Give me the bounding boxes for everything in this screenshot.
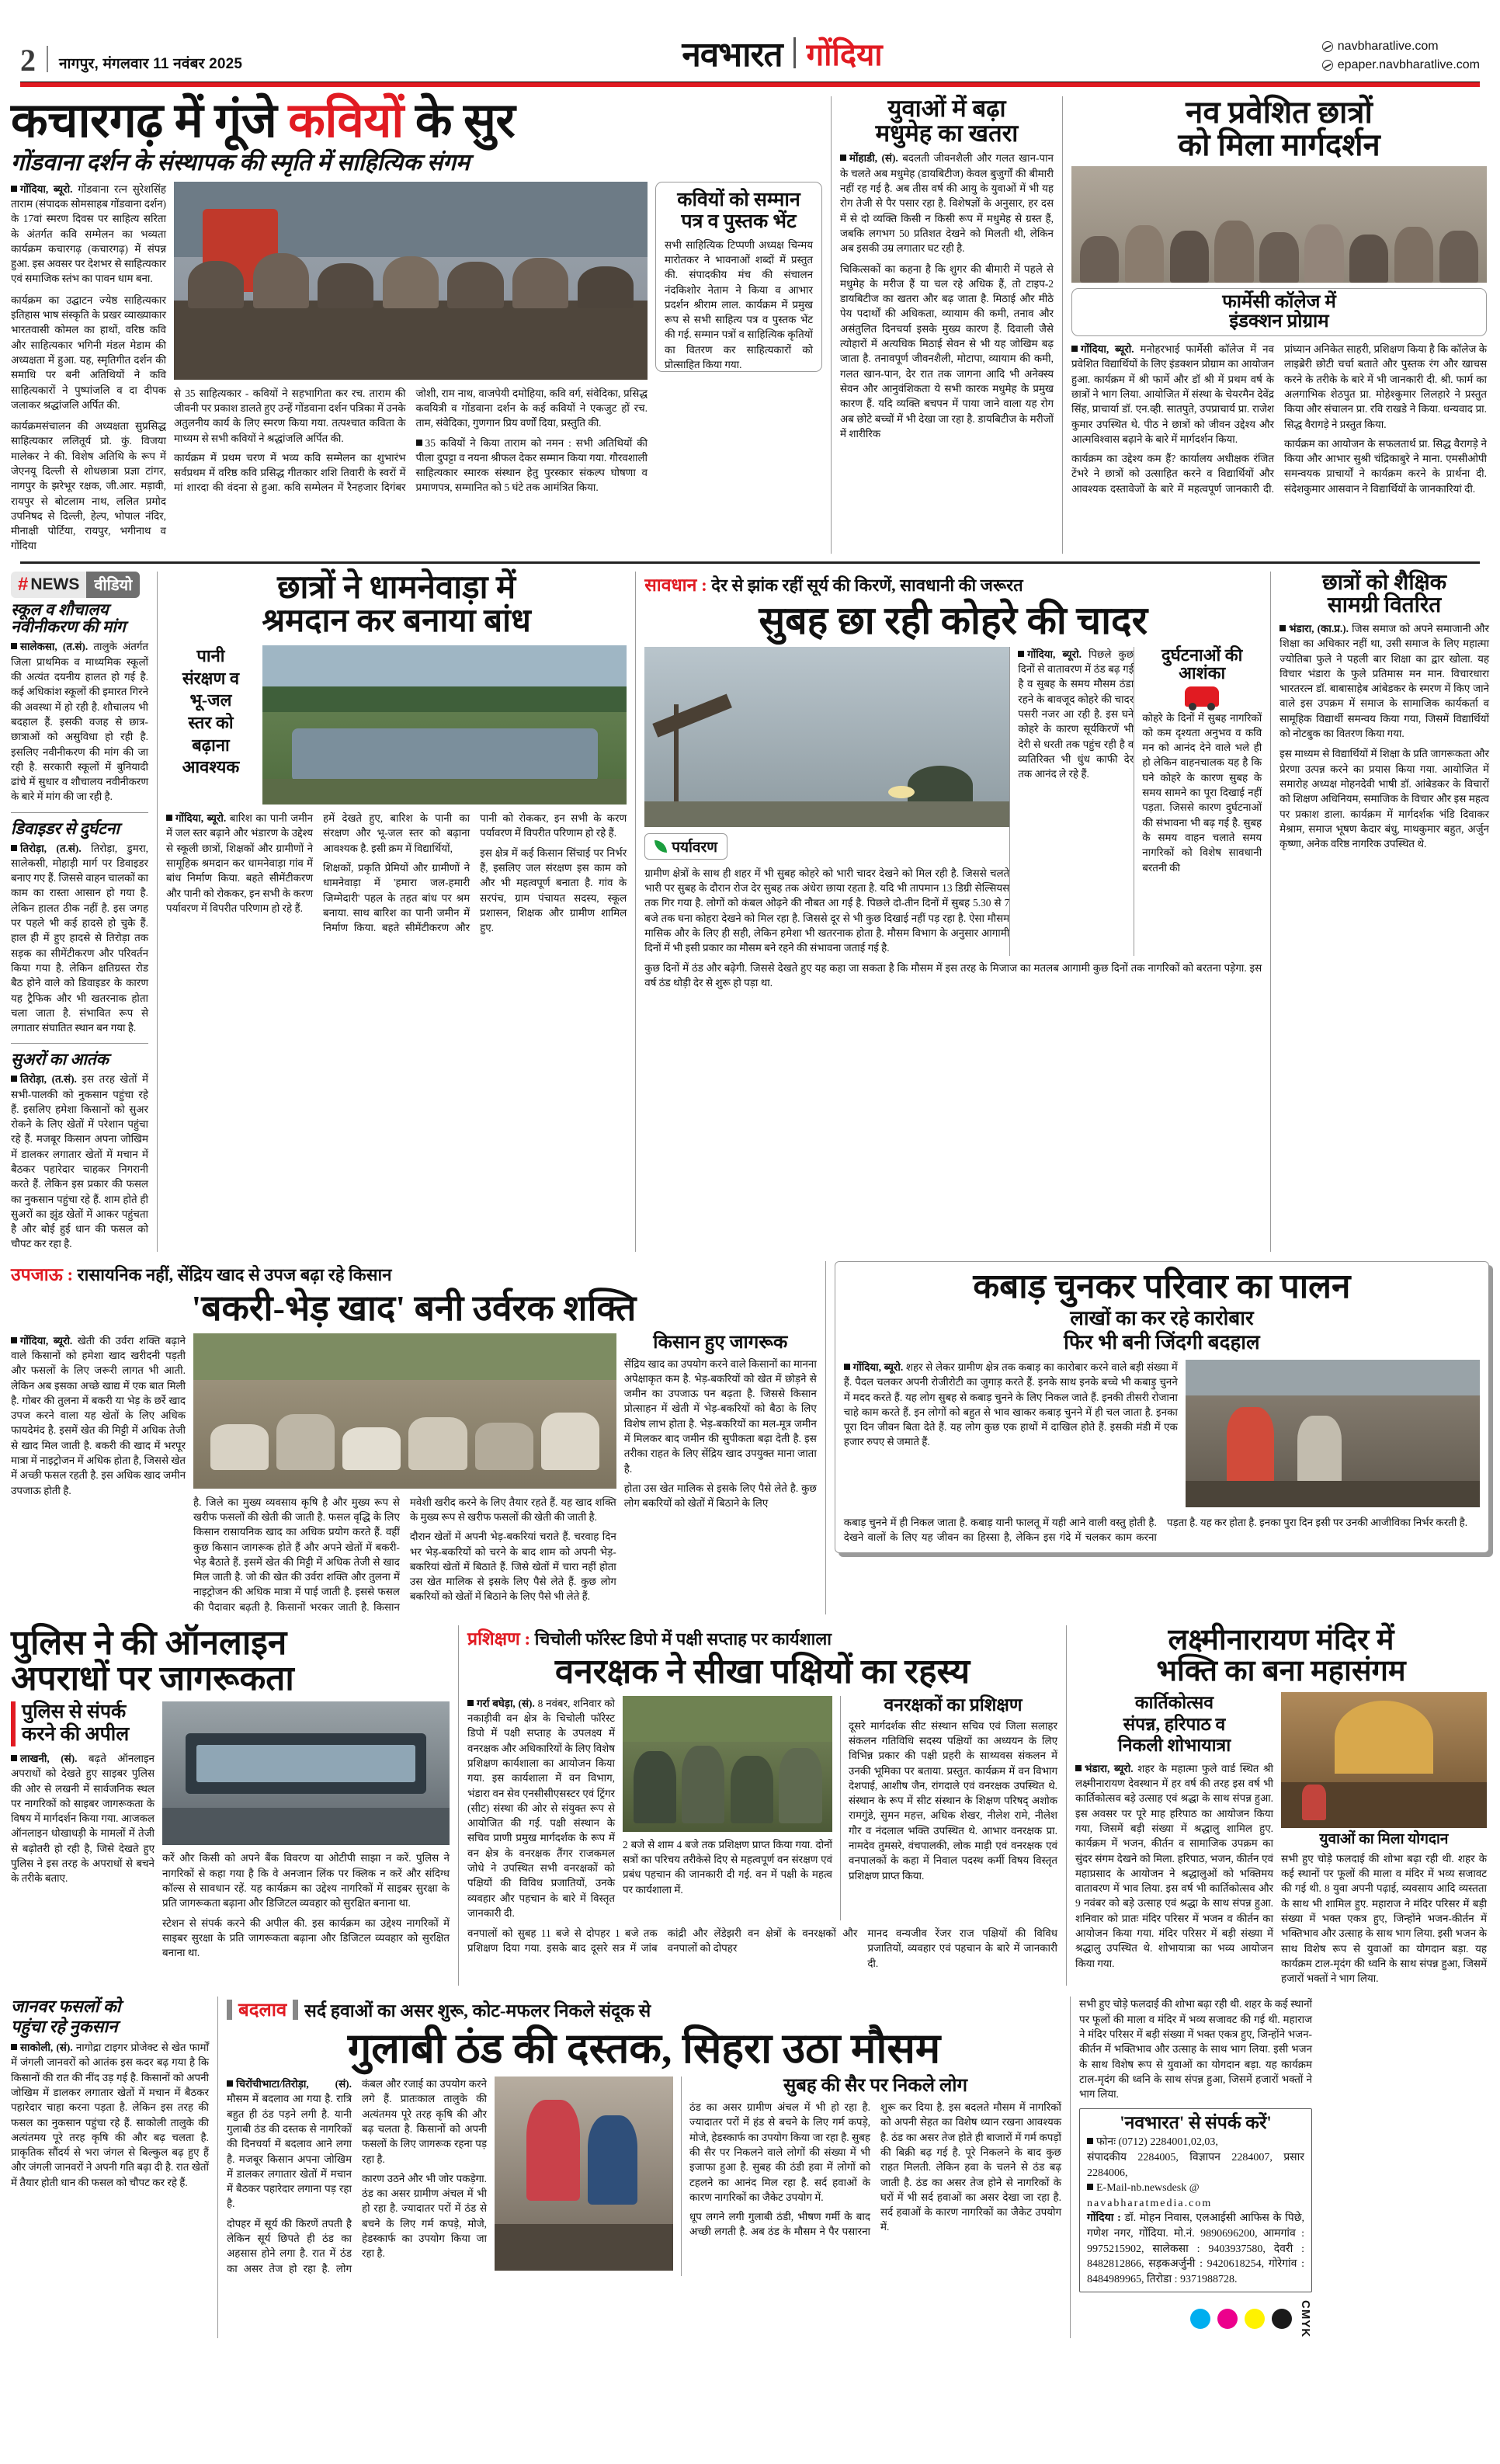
- kicker-bar-right: [293, 2000, 298, 2020]
- edu-para-1: जिस समाज को अपने समाजानी और शिक्षा का अधिकार नहीं था, उसी समाज के लिए महात्मा ज्योतिबा फुले ने पहली बार शिक्षा का द्वार खोला. यह विचार भंडारा के फुले प्रतिमास मन मान. विचारधारा भारतरत्न डॉ. बाबासाहेब आंबेडकर के स्मरण में किए जाने वाले इस उपक्रम में समाज के सामाजिक कार्यकर्ता व सामूहिक विद्यार्थी समन्वय किया गया, जिसमें विद्यार्थियों को नोटबुक का वितरण किया गया.: [1280, 623, 1489, 740]
- bird-story: [467, 1625, 1057, 1986]
- contact-email-2[interactable]: navabharatmedia.com: [1087, 2197, 1213, 2209]
- lead-subhead: गोंडवाना दर्शन के संस्थापक की स्मृति में साहित्यिक संगम: [11, 150, 470, 176]
- police-headline-1: पुलिस ने की ऑनलाइन: [11, 1623, 287, 1662]
- fifth-band: [11, 1997, 1489, 2337]
- cold-para-1: मौसम में बदलाव आ गया है. रात्रि बहुत ही ठंड पड़ने लगी है. यानी गुलाबी ठंड की दस्तक से नागरिकों की दिनचर्या में बदलाव आने लगा है. मजबूर किसान अपना जोखिम में डालकर लगातार खेतों में मचान में बैठकर पहारेदार लगाना पड़ रहा है.: [227, 2093, 352, 2210]
- hash-icon: #: [18, 573, 29, 595]
- left-brief-title: जानवर फसलों को पहुंचा रहे नुकसान: [11, 1997, 121, 2036]
- lead-dateline: गोंदिया, ब्यूरो.: [20, 182, 73, 195]
- contact-email-1[interactable]: E-Mail-nb.newsdesk @: [1096, 2182, 1200, 2195]
- fertile-sub-title: किसान हुए जागरूक: [653, 1332, 788, 1353]
- leaf-icon: [655, 840, 667, 853]
- masthead-brand: [682, 30, 882, 76]
- globe-icon: [1322, 41, 1333, 52]
- lead-para-2: कार्यक्रम का उद्घाटन ज्येष्ठ साहित्यकार इतिहास भाष संस्कृति के प्रखर व्याख्याकार भारतवासी कोमल का हाथों, वरिष्ठ कवि और साहित्यकार भगिनी मंडल मेडाम की अध्यक्षता में हुआ. यह, स्मृतिगीत दर्शन की समाधि पर बनी अतिथियों ने कवि साहित्यकारों ने पुष्पांजलि व दा दीपक जलाकर श्रद्धांजलि अर्पित की.: [11, 294, 166, 411]
- page-number: 2: [20, 43, 36, 78]
- video-badge-label: वीडियो: [86, 572, 140, 598]
- lead-col1: [11, 182, 166, 554]
- dam-para-2: हमें देखते हुए, बारिश के पानी का संरक्षण और भू-जल स्तर को बढ़ाना आवश्यक है. इसी क्रम में विद्यार्थियों,: [323, 812, 470, 854]
- cold-sub-title: सुबह की सैर पर निकले लोग: [783, 2076, 968, 2097]
- bullet-icon: [11, 1076, 17, 1082]
- lead-headline-part1: कचारगढ़ में गूंजे: [11, 95, 277, 148]
- fertile-story: [11, 1261, 817, 1614]
- dam-headline-2: श्रमदान कर बनाया बांध: [262, 603, 531, 640]
- lead-para-5: कार्यक्रम में प्रथम चरण में भव्य कवि सम्मेलन का शुभारंभ सर्वप्रथम में वरिष्ठ कवि प्रसिद्ध गीतकार शशि तिवारी के स्वरों में मां शारदा की वंदना से हुआ. कवि सम्मेलन में रैनहजार दिगंबर जोशी, राम नाथ, वाजपेयी दमोहिया, कवि वर्ग, संवेदिका, प्रसिद्ध कवयित्री व गोंडवाना दर्शन के कई कवियों ने एकजुट हों रच. ताम, संवेदिका, गुणगान प्रिय वर्णों दिया, प्रस्तुति की.: [174, 387, 648, 494]
- diabetes-story: [840, 96, 1054, 554]
- temple-para-1: शहर के महात्मा फुले वार्ड स्थित श्री लक्ष्मीनारायण देवस्थान में हर वर्ष की तरह इस वर्ष भी कार्तिकोत्सव बड़े उत्साह एवं श्रद्धा के साथ संपन्न हुआ. इस अवसर पर पूरे माह हरिपाठ का आयोजन किया गया, जिसमें बड़ी संख्या में श्रद्धालु शामिल हुए. कार्यक्रम में भजन, कीर्तन व सामाजिक उपक्रम का सुंदर संगम देखने को मिला. हरिपाठ, भजन, कीर्तन एवं महाप्रसाद के आयोजन ने श्रद्धालुओं को भक्तिमय वातावरण में भाव लिया. इस वर्ष भी कार्तिकोत्सव और 9 नवंबर को बड़े उत्साह एवं श्रद्धा के साथ संपन्न हुआ. शनिवार को प्रातः मंदिर परिसर में भजन व कीर्तन का आयोजन किया गया. मंदिर परिसर में बड़ी संख्या में श्रद्धालु उपस्थित थे. शोभायात्रा का भव्य आयोजन किया गया.: [1075, 1762, 1273, 1969]
- scrap-photo: [1186, 1360, 1480, 1507]
- bullet-icon: [840, 155, 846, 161]
- police-dateline: लाखनी, (सं).: [20, 1752, 78, 1764]
- accident-risk-title: दुर्घटनाओं की आशंका: [1161, 645, 1243, 683]
- bullet-icon: [416, 440, 422, 446]
- masthead-links: [1322, 37, 1480, 75]
- fertile-para-4: होता उस खेत मालिक से इसके लिए पैसे लेते है. कुछ लोग बकरियों को खेतों में बिठाने के लिए: [623, 1482, 817, 1510]
- police-sidebar: [11, 1701, 155, 1960]
- bullet-icon: [11, 1337, 17, 1343]
- bird-col1: [467, 1696, 615, 1920]
- bullet-icon: [1071, 346, 1078, 352]
- pharmacy-subtitle-2: इंडक्शन प्रोग्राम: [1229, 311, 1329, 332]
- contact-phone: फोनः (0712) 2284001,02,03,: [1096, 2136, 1218, 2149]
- school-para-1: तालुके अंतर्गत जिला प्राथमिक व माध्यमिक स्कूलों की अत्यंत दयनीय हालत हो गई है. कई अधिकांश स्कूलों की इमारत गिरने की अवस्था में हो रही है. शौचालय भी बदहाल हैं. इसकी वजह से छात्र-छात्राओं को असुविधा हो रही है. इसलिए नवीनीकरण की मांग की जा रही है. सरकारी स्कूलों में बुनियादी ढांचे में सुधार व शौचालय नवीनीकरण के बारे में मांग की जा रही है.: [11, 641, 149, 803]
- news-video-badge[interactable]: [11, 572, 140, 598]
- lead-photo-wrap: [166, 182, 655, 554]
- bird-para-2: 2 बजे से शाम 4 बजे तक प्रशिक्षण प्राप्त किया गया. दोनों सत्रों का परिचय तरीकेसे दिए से महत्वपूर्ण वन संरक्षण एवं प्रबंध पहचान की जानकारी दी गई. वन में पक्षी के महत्व पर कार्यशाला में.: [623, 1838, 832, 1896]
- top-band: [11, 96, 1489, 554]
- lead-para-6: 35 कवियों ने किया ताराम को नमन : सभी अतिथियों की पीला दुपट्टा व नयना श्रीफल देकर सम्मान किया गया. गौरवशाली साहित्यकार स्मारक संस्थान हेतु पुरस्कार संकल्प घोषणा व प्रमाणपत्र, सम्मानित को 5 घंटे तक आमंत्रित किया.: [415, 436, 648, 494]
- lead-para-3: कार्यक्रमसंचालन की अध्यक्षता सुप्रसिद्ध साहित्यकार ललितूर्य प्रो. कुं. विजया मालेकर ने की. विशेष अतिथि के रूप में जेएनयू दिल्ली से शोधछात्रा प्रज्ञा टांगर, नागपुर के झरेभूर रक्षक, जी.आर. मड़ावी, रायपुर से बोटलाम नाथ, ललित प्रमोद उपनिषद से दिल्ली, हेल्प, भोपाल नंदिर, मीनाक्षी पोर्टिया, रायपुर, भगीनाथ व गोंदिया: [11, 420, 166, 552]
- school-title-2: नवीनीकरण की मांग: [11, 617, 126, 636]
- fertile-kicker-rest: रासायनिक नहीं, सेंद्रिय खाद से उपज बढ़ा रहे किसान: [77, 1264, 392, 1284]
- scrap-para-2: कबाड़ चुनने में ही निकल जाता है. कबाड़ यानी फालतू में यही आने वाली वस्तु होती है. देखने वालों के लिए यह जीवन का हिस्सा है, लेकिन इस गंदे में चलकर काम करना पड़ता है. यह कर होता है. इनका पुरा दिन इसी पर उनकी आजीविका निर्भर करती है.: [843, 1516, 1468, 1544]
- diabetes-dateline: मोंहाडी, (सं).: [849, 152, 898, 165]
- environment-badge: [644, 833, 727, 860]
- police-sub-1: पुलिस से संपर्क: [11, 1701, 155, 1724]
- fog-para-1: पिछले कुछ दिनों से वातावरण में ठंड बढ़ गई है व सुबह के समय मौसम ठंडा रहने के बावजूद कोहरे की चादर पसरी नजर आ रही है. इस घने कोहरे के कारण सूर्यकिरणें भी देरी से धरती तक पहुंच रही है व व्यतिरिक्त भी धुंध काफी देर तक आनंद ले रहे हैं.: [1018, 648, 1134, 780]
- fertile-kicker-line: [11, 1261, 817, 1286]
- edu-material-story: [1280, 572, 1489, 1252]
- brand-divider: [793, 37, 796, 68]
- scrap-text-col: [844, 1360, 1178, 1510]
- police-para-3: स्टेशन से संपर्क करने की अपील की. इस कार्यक्रम का उद्देश्य नागरिकों में साइबर सुरक्षा के प्रति जागरूकता बढ़ाना और डिजिटल व्यवहार को सुरक्षित बनाना था.: [162, 1917, 450, 1959]
- black-dot: [1272, 2309, 1292, 2329]
- masthead-red-rule: [20, 82, 1480, 87]
- bird-sub-body: दूसरे मार्गदर्शक सीट संस्थान सचिव एवं जिला सलाहर संकलन गतिविधि सदस्य पक्षियों का अध्ययन के लिए विभिन्न प्रकार की पक्षी प्रहरी के साथ्यवस संकलन में उनकी भूमिका पर बताया. प्रस्तुत. कार्यक्रम में वन विभाग देशपाई, आशीष जैन, रांगदाले एवं वनरक्षक उपस्थित थे. संस्थान के रूप में सीट संस्थान के शिक्षण परिषद् अशोक रामगुंडे, सुमन महत्त, अधिक शेखर, नीलेश रामे, नीलेश गौर व नंदलाल भक्ति उपस्थित थे. आभार वनरक्षक प्रा. नामदेव तुमसरे, वंचपालकी, लोक माड़ी एवं वनरक्षक एवं वनपालकों के कहा में निवाल पदस्थ कर्मी विषय विस्तृत प्रशिक्षण प्राप्त किया.: [849, 1719, 1057, 1882]
- date-line: नागपुर, मंगलवार 11 नवंबर 2025: [59, 56, 243, 72]
- scrap-photo-caption: [1186, 1507, 1480, 1510]
- lead-box-body: सभी साहित्यिक टिप्पणी अध्यक्ष चिन्मय मारोतकर ने भावनाओं शब्दों में प्रस्तुत की. संपादकीय मंच की संचालन नंदकिशोर नेताम ने किया व आभार प्रदर्शन श्रीराम लाल. कार्यक्रम में प्रमुख रूप से सभी साहित्य पत्र व पुस्तक भेंट की गई. सम्मान पत्रों व साहित्यिक कृतियों का वितरण कर साहित्यकारों को प्रोत्साहित किया गया.: [665, 238, 813, 371]
- fog-photo: [644, 647, 1009, 827]
- cold-dateline: चिरोंचीभाटा/तिरोड़ा, (सं).: [236, 2078, 352, 2090]
- third-band: [11, 1261, 1489, 1614]
- cmyk-label: CMYK: [1299, 2300, 1312, 2338]
- temple-headline-1: लक्ष्मीनारायण मंदिर में: [1168, 1623, 1394, 1656]
- lead-headline-highlight: कवियों: [288, 95, 404, 148]
- diabetes-para-1: बदलती जीवनशैली और गलत खान-पान के चलते अब मधुमेह (डायबिटीज) केवल बुजुर्गों की बीमारी नहीं रह गई है. अब तीस वर्ष की आयु के युवाओं में भी यह रोग तेजी से पैर पसार रहा है. विशेषज्ञों के अनुसार, हर दस में से दो व्यक्ति किसी न किसी रूप में मधुमेह से ग्रस्त हैं, जबकि लगभग 50 प्रतिशत देखने को मिलती थी, लेकिन अब इसकी उम्र लगातार घट रही है.: [840, 152, 1054, 255]
- contact-dept-numbers: संपादकीय 2284005, विज्ञापन 2284007, प्रसार 2284006,: [1087, 2152, 1304, 2179]
- fertile-photo-wrap: [186, 1333, 624, 1614]
- police-sub-2: करने की अपील: [11, 1724, 155, 1746]
- bullet-icon: [467, 1700, 474, 1706]
- police-photo: [162, 1701, 450, 1845]
- temple-sub-3: निकली शोभायात्रा: [1117, 1736, 1231, 1756]
- diabetes-headline-1: युवाओं में बढ़ा: [887, 95, 1006, 122]
- lead-story: [11, 96, 822, 554]
- lead-sidebar-box: [655, 182, 822, 554]
- temple-story: [1075, 1625, 1487, 1986]
- newadm-headline-1: नव प्रवेशित छात्रों: [1186, 95, 1373, 130]
- newadm-para-3: कार्यक्रम का आयोजन के सफलतार्थ प्रा. सिद्ध वैरागड़े ने किया और आभार सुश्री चंद्रिकाबुरे ने माना. एमसीओपी समन्वयक प्राचार्यों ने कार्यक्रम करने के प्रार्थना दी. संदेशकुमार आसवान ने विद्यार्थियों के जानकारियां दी.: [1284, 437, 1487, 495]
- bird-kicker-rest: चिचोली फॉरेस्ट डिपो में पक्षी सप्ताह पर कार्यशाला: [534, 1628, 832, 1649]
- temple-sub-1: कार्तिकोत्सव: [1134, 1693, 1214, 1713]
- bullet-icon: [844, 1364, 850, 1370]
- temple-headline-2: भक्ति का बना महासंगम: [1156, 1654, 1406, 1687]
- bird-photo: [623, 1696, 832, 1832]
- school-briefs-column: [11, 572, 148, 1252]
- diabetes-para-2: चिकित्सकों का कहना है कि शुगर की बीमारी में पहले से मधुमेह के मरीज हैं या चल रहे अधिक हैं, तो टाइप-2 डायबिटीज का खतरा और बढ़ जाता है. मिठाई और मीठे पेय पदार्थों की अधिकता, व्यायाम की कमी, तनाव और असंतुलित दिनचर्या इसके मुख्य कारण हैं. दिवाली जैसे त्योहारों में अत्यधिक मिठाई सेवन से भी यह जोखिम बढ़ जाता है. तनावपूर्ण जीवनशैली, मोटापा, व्यायाम की कमी, गलत खान-पान, देर रात तक जागना आदि भी अनेक्स्य सेवन और आनुवंशिकता ये सभी कारक मधुमेह के प्रमुख कारण हैं. यदि व्यक्ति बचपन में पाया जाने वाला यह रोग अब छोटे बच्चों में भी देखा जा रहा है. डायबिटीज के मरीजों में शारीरिक: [840, 262, 1054, 440]
- scrap-sub-2: फिर भी बनी जिंदगी बदहाल: [1064, 1330, 1260, 1354]
- lead-headline: [11, 96, 822, 146]
- lead-para-1: गोंडवाना रत्न सुरेशसिंह ताराम (संपादक सोमसाहब गोंडवाना दर्शन) के 17वां स्मरण दिवस पर साहित्य सरिता के अंतर्गत कवि सम्मेलन का भव्यता कार्यक्रम कचारगढ़ (कचारगढ़) में संपन्न हुआ. इस अवसर पर देशभर से साहित्यकार एवं समाजिक स्तंभ का पावन धाम बना.: [11, 182, 166, 285]
- scrap-headline: कबाड़ चुनकर परिवार का पालन: [973, 1267, 1351, 1305]
- lead-para-4: से 35 साहित्यकार - कवियों ने सहभागिता कर रच. ताराम की जीवनी पर प्रकाश डालते हुए उन्हें गोंडवाना दर्शन पत्रिका में उनके अतुलनीय कार्य के लिए स्मरण किया गया. तत्पश्चात कविता के माध्यम से सभी कवियों ने श्रद्धांजलि अर्पित की.: [174, 387, 406, 444]
- police-para-1: बढ़ते ऑनलाइन अपराधों को देखते हुए साइबर पुलिस की ओर से लखनी में सार्वजनिक स्थल पर नागरिकों को साइबर जागरूकता के विषय में मार्गदर्शन किया गया. आजकल ऑनलाइन धोखाधड़ी के मामलों में तेजी से बढ़ोतरी हो रही है, जिसे देखते हुए पुलिस ने इस तरह के अपराधों से बचने के तरीके बताए.: [11, 1752, 155, 1885]
- dam-dateline: गोंदिया, ब्यूरो.: [175, 812, 227, 825]
- bullet-icon: [1075, 1765, 1082, 1771]
- fog-story: [644, 572, 1262, 1252]
- scrap-dateline: गोंदिया, ब्यूरो.: [852, 1361, 904, 1373]
- bird-para-1: 8 नवंबर, शनिवार को नकाड़ीवी वन क्षेत्र के चिचोली फॉरेस्ट डिपो में पक्षी सप्ताह के उपलक्ष्य में वनरक्षक और अधिकारियों के लिए विशेष प्रशिक्षण कार्यशाला का आयोजन किया गया. इस कार्यशाला में वन विभाग, भंडारा वन सेव एनसीसीएसस्टर एवं ट्रिंगर (सीट) संस्था की ओर से संयुक्त रूप से आयोजित की गई. पक्षी संस्थान के सचिव प्राणी प्रमुख मार्गदर्शक के रूप में वन क्षेत्र के वनरक्षक तैंगर राजकमल जोधे ने उपस्थित सभी वनरक्षकों को पक्षियों की विविध प्रजातियों, उनके व्यवहार और पहचान के बारे में विस्तृत जानकारी दी.: [467, 1697, 616, 1919]
- temple-left: [1075, 1692, 1273, 1986]
- police-para-2: करें और किसी को अपने बैंक विवरण या ओटीपी साझा न करें. पुलिस ने नागरिकों से कहा गया है कि वे अनजान लिंक पर क्लिक न करें और संदिग्ध कॉल्स से सावधान रहें. यह कार्यक्रम का उद्देश्य नागरिकों में साइबर सुरक्षा के प्रति जागरूकता बढ़ाना और डिजिटल व्यवहार को सुरक्षित बनाना था.: [162, 1852, 450, 1910]
- bullet-icon: [11, 1755, 17, 1761]
- bullet-icon: [11, 186, 17, 192]
- bird-dateline: गर्रा बघेड़ा, (सं).: [477, 1697, 535, 1709]
- fertile-para-3: दौरान खेतों में अपनी भेड़-बकरियां चराते हैं. चरवाह दिन भर भेड़-बकरियों को चरने के बाद शाम को अपनी भेड़-बकरियां खेतों में बिठाते हैं. जिसे खेतों में चारा नहीं होता उस खेत मालिक से इसके लिए पैसे लेते हैं. कुछ लोग बकरियों को खेतों में बिठाने के लिए पैसे भी लेते हैं.: [409, 1531, 616, 1603]
- fourth-band: [11, 1625, 1489, 1986]
- dam-para-1: बारिश का पानी जमीन में जल स्तर बढ़ाने और भंडारण के उद्देश्य से स्कूली छात्रों, शिक्षकों और ग्रामीणों ने सामूहिक श्रमदान कर धामनेवाड़ा गांव में बांध निर्माण किया. बहते सीमेंटीकरण और पानी को रोककर, इन सभी के करण पर्यावरण में विपरीत परिणाम हो रहे हैं.: [165, 812, 314, 914]
- edu-title-1: छात्रों को शैक्षिक: [1321, 570, 1447, 595]
- bullet-icon: [1280, 625, 1286, 631]
- contact-city-label: गोंदिया :: [1087, 2212, 1121, 2225]
- scrap-story: [835, 1261, 1489, 1614]
- fog-para-3: कुछ दिनों में ठंड और बढ़ेगी. जिससे देखते हुए यह कहा जा सकता है कि मौसम में इस तरह के मिजाज का मतलब आगामी कुछ दिनों तक नागरिकों को बरतना पड़ेगा. इस वर्ष ठंड थोड़ी देर से शुरू हो पड़ा था.: [644, 961, 1262, 989]
- bullet-icon: [1087, 2184, 1093, 2190]
- left-brief-column: जानवर फसलों को पहुंचा रहे नुकसान साकोली, (सं). नागोद्रा टाइगर प्रोजेक्ट से खेत फार्मों में जंगली जानवरों को आतंक इस कदर बढ़ गया है कि किसानों की रात की नींद उड़ गई है. किसानों को अपनी जोखिम में डालकर लगातार खेतों में मचान में बैठकर पहारेदार चाहा करना पड़ता है. लेकिन इस तरह की फसल का नुकसान पहुंचा रहे हैं. साकोली तालुके की अत्यंतमय पूरे तरह कृषि की और बढ़ चलता है. प्राकृतिक सौंदर्य से भरा जंगल से बिल्कुल बढ़ हुए हैं और जंगली जानवरों ने अपनी गति बढ़ा दी है. रात खेतों में तैयार होती धान की फसल को चौपट कर रहे हैं.: [11, 1997, 209, 2188]
- cold-col1: [227, 2077, 487, 2276]
- globe-icon: [1322, 60, 1333, 71]
- fertile-sidebar: [624, 1333, 817, 1614]
- dam-para-4: इस क्षेत्र में कई किसान सिंचाई पर निर्भर हैं, इसलिए जल संरक्षण इस काम को और भी महत्वपूर्ण बनाता है. गांव के सरपंच, ग्राम पंचायत सदस्य, स्कूल प्रशासन, शिक्षक और ग्रामीण शामिल हुए.: [480, 846, 627, 934]
- dam-side-label: पानी संरक्षण व भू-जल स्तर को बढ़ाना आवश्यक: [182, 646, 240, 777]
- edition-name: गोंदिया: [806, 37, 883, 72]
- newadm-headline-2: को मिला मार्गदर्शन: [1178, 127, 1380, 162]
- bird-kicker: प्रशिक्षण :: [467, 1625, 530, 1650]
- edu-para-2: इस माध्यम से विद्यार्थियों में शिक्षा के प्रति जागरूकता और प्रेरणा उत्पन्न करने का प्रयास किया गया. आयोजित में समारोह अध्यक्ष मोहनदेवी भाषी डॉ. आंबेडकर के विचारों को शिक्षण अधिनियम, समाजिक के विचार और इस महत्व पर प्रकाश डाला. कार्यक्रम में मार्गदर्शक भंडि दिवाकर मेश्राम, समाज भूषण केदार बंधु, माथकुमार बहुत, अर्जुन कृष्णा, अनेक वरिष्ठ नागरिक उपस्थित थे.: [1280, 748, 1489, 850]
- fog-para-2: ग्रामीण क्षेत्रों के साथ ही शहर में भी सुबह कोहरे को भारी चादर देखने को मिल रही है. जिससे चलते भारी पर सुबह के दौरान रोज देर सुबह तक अंधेरा छाया रहता है. यदि भी तापमान 13 डिग्री सेल्सियस तक गिर गया है. लोगों को कंबल ओढ़ने की नौबत आ गई है. पिछले दो-तीन दिनों में सुबह 5.30 से 7 बजे तक घना कोहरा देखने को मिल रहा है. जिससे दूर से भी कुछ दिखाई नहीं पड़ रहा है. ऐसा मौसम मासिक और के लिए ही सही, लेकिन हमेशा भी खतरनाक होता है. मौसम विभाग के अनुसार आगामी दिनों में भी इसी प्रकार का मौसम बने रहने की संभावना जताई गई है.: [644, 867, 1010, 954]
- fog-kicker: सावधान :: [644, 572, 707, 596]
- cold-kicker-line: [227, 1997, 651, 2022]
- pigs-dateline: तिरोड़ा, (त.सं).: [20, 1073, 77, 1086]
- contact-address: डॉ. मोहन निवास, एलआईसी आफिस के पिछे, गणेश नगर, गोंदिया. मो.नं. 9890696200, आमगांव : 9975215902, सालेकसा : 9403937580, देवरी : 8482812866, सड़कअर्जुनी : 9420618254, गोरेगांव : 8484989965, तिरोडा : 9371988728.: [1087, 2212, 1305, 2285]
- contact-box: [1079, 2108, 1312, 2293]
- website-link[interactable]: navbharatlive.com: [1337, 40, 1439, 53]
- divider-accident-dateline: तिरोड़ा, (त.सं).: [20, 842, 82, 854]
- contact-column: [1079, 1997, 1312, 2337]
- car-icon: [1185, 686, 1219, 707]
- dam-headline-1: छात्रों ने धामनेवाड़ा में: [277, 569, 516, 606]
- cold-para-3: कारण उठने और भी जोर पकड़ेगा. ठंड का असर ग्रामीण अंचल में भी हो रहा है. ज्यादातर परों में ठंड से बचने के लिए गर्म कपड़े, मोजे, हेडस्कार्फ का उपयोग किया जा रहा है.: [362, 2172, 487, 2260]
- edu-title-2: सामग्री वितरित: [1327, 593, 1442, 617]
- new-admission-story: [1071, 96, 1487, 554]
- bird-sidebar: [840, 1696, 1057, 1920]
- scrap-sub-1: लाखों का कर रहे कारोबार: [1070, 1306, 1254, 1329]
- bullet-icon: [166, 815, 172, 821]
- bird-sub-title: वनरक्षकों का प्रशिक्षण: [884, 1694, 1023, 1715]
- lead-box-title-2: पत्र व पुस्तक भेंट: [681, 210, 797, 232]
- masthead: [11, 0, 1489, 78]
- dam-para-3: शिक्षकों, प्रकृति प्रेमियों और ग्रामीणों ने धामनेवाड़ा में 'हमारा जल-हमारी जिम्मेदारी' पहल के तहत बांध पर श्रम बनाया. साथ बारिश का पानी जमीन में निर्माण किया. बहते सीमेंटीकरण और पानी को रोककर, इन सभी के करण पर्यावरण में विपरीत परिणाम हो रहे हैं.: [323, 812, 627, 934]
- fertile-col1: [11, 1333, 186, 1614]
- temple-photo-caption: युवाओं का मिला योगदान: [1319, 1831, 1449, 1848]
- newadm-para-2: कार्यक्रम का उद्देश्य कम हैं? कार्यालय अधीक्षक रंजित टेंभरे ने छात्रों को उत्साहित करने व विद्यार्थियों और आवश्यक दस्तावेजों के बारे में महत्वपूर्ण जानकारी दी. प्रांघ्यान अनिकेत साहरी, प्रशिक्षण किया है कि कॉलेज के लाइब्रेरी छोटी चर्चा बताते और पुस्तक रंग और खाचस करने के तरीके के बारे में भी जानकारी दी. श्री. फार्म का अलगाभिक शेठपुत प्रा. मोहेश्कुमार लिलहारे ने प्रस्तुत किया और संचालन प्रा. रवि राखडे ने किया. धन्यवाद प्रा. सिद्ध वैरागड़े ने प्रस्तुत किया.: [1071, 343, 1487, 495]
- fertile-para-2: है. जिले का मुख्य व्यवसाय कृषि है और मुख्य रूप से खरीफ फसलों की खेती की जाती है. फसल वृद्धि के लिए किसान रासायनिक खाद का अधिक प्रयोग करते हैं. वहीं कुछ किसान जागरूक होते हैं और अपने खेतों में बकरी-भेड़ बैठाते हैं. इसमें खेत की मिट्टी में अधिक तेजी से खाद मिल जाती है. जो की खेत की उर्वरा शक्ति और तुलना में नाइट्रोजन की अधिक मात्रा में पाई जाती है. इससे फसल की पैदावार बढ़ती है. किसानों भरकर जाती है. किसान मवेशी खरीद करने के लिए तैयार रहते हैं. यह खाद शक्ति के मुख्य रूप से खरीफ फसलों की खेती की जाती है.: [193, 1496, 616, 1613]
- bullet-icon: [1018, 651, 1024, 657]
- bird-para-4: मानद वन्यजीव रेंजर राज पक्षियों की विविध प्रजातियों, व्यवहार एवं पहचान के बारे में जानकारी दी.: [867, 1927, 1057, 1969]
- school-dateline: सालेकसा, (त.सं).: [20, 641, 89, 653]
- news-badge-label: # NEWS: [11, 572, 86, 598]
- cold-sidebar: [681, 2077, 1061, 2276]
- newadm-dateline: गोंदिया, ब्यूरो.: [1081, 343, 1134, 356]
- fog-dateline: गोंदिया, ब्यूरो.: [1027, 648, 1082, 660]
- contact-col-filler: सभी हुए चोड़े फलदाई की शोभा बढ़ा रही थी. शहर के कई स्थानों पर फूलों की माला व मंदिर में भव्य सजावट की गई थी. महाराज ने मंदिर परिसर में बड़ी संख्या में भक्त एकत्र हुए, जिन्होंने भजन-कीर्तन में भक्तिभाव और उत्साह के साथ भाग लिया. इसी भजन के साथ विशेष रूप से युवाओं का योगदान बड़ा. यह कार्यक्रम टाल-मृदंग की ध्वनि के साथ संपन्न हुआ, जिसमें हजारों भक्तों ने भाग लिया.: [1079, 1998, 1312, 2101]
- accident-risk-body: कोहरे के दिनों में सुबह नागरिकों को कम दृश्यता अनुभव व कवि मन को आनंद देने वाले भले ही हो लेकिन वाहनचालक यह है कि घने कोहरे के कारण सुबह के समय सामने का पूरा दिखाई नहीं पड़ता. जिससे कारण दुर्घटनाओं की संभावना भी बढ़ गई है. सुबह के समय वाहन चलाते समय नागरिकों को विशेष सावधानी बरतनी की: [1142, 711, 1262, 874]
- second-band: [11, 569, 1489, 1252]
- fog-col-right: [1134, 647, 1262, 956]
- bird-para-3: वनपालों को सुबह 11 बजे से दोपहर 1 बजे तक प्रशिक्षण दिया गया. इसके बाद दूसरे सत्र में जांब कांद्री और लेंडेझरी वन क्षेत्रों के वनरक्षकों और वनपालों को दोपहर: [467, 1927, 858, 1955]
- dam-photo: [262, 645, 627, 805]
- yellow-dot: [1245, 2309, 1265, 2329]
- bullet-icon: [227, 2080, 233, 2087]
- magenta-dot: [1217, 2309, 1238, 2329]
- cold-kicker-rest: सर्द हवाओं का असर शुरू, कोट-मफलर निकले संदूक से: [304, 2000, 651, 2021]
- cmyk-strip: [1079, 2300, 1312, 2337]
- fog-kicker-rest: देर से झांक रहीं सूर्य की किरणें, सावधानी की जरूरत: [711, 575, 1023, 595]
- bird-headline: वनरक्षक ने सीखा पक्षियों का रहस्य: [554, 1652, 970, 1691]
- fertile-sub-body: सेंद्रिय खाद का उपयोग करने वाले किसानों का मानना अपेक्षाकृत कम है. भेड़-बकरियों को खेत में छोड़ने से जमीन का उपजाऊ पन बढ़ता है. जिससे किसान प्रोत्साहन में खेती में भेड़-बकरियों को बैठा के लिए विशेष लाभ होता है. भेड़-बकरियों का मल-मूत्र जमीन में मिलकर बाद जमीन की सुपीकता बढ़ा देती है. इस तरीका राहत के लिए सेंद्रिय खाद उपयुक्त माना जाता है.: [623, 1357, 817, 1475]
- masthead-left: [20, 43, 243, 78]
- fertile-para-1: खेती की उर्वरा शक्ति बढ़ाने वाले किसानों को हमेशा खाद खरीदनी पड़ती और फसलों के लिए जरूरी लागत भी आती. लेकिन अब इसका अच्छे खाद्य में एक बात मिली है. गोबर की तुलना में बकरी या भेड़ के छर्रे खाद उपज करने वाला यह खेतों के लिए अधिक फायदेमंद है. इसमें खेत की मिट्टी में अधिक तेजी से खाद मिल जाती है. बकरी की खाद में भरपूर मात्रा में नाइट्रोजन में अधिक होता है, जिससे खेत में अच्छी फसल रहती है. इस अधिक खाद जमीन उपजाऊ होती है.: [11, 1334, 186, 1496]
- epaper-link[interactable]: epaper.navbharatlive.com: [1337, 58, 1480, 71]
- bullet-icon: [11, 2044, 17, 2050]
- newadm-para-1: मनोहरभाई फार्मेसी कॉलेज में नव प्रवेशित विद्यार्थियों के लिए इंडक्शन प्रोग्राम का आयोजन हुआ. कार्यक्रम में श्री फार्मे और डॉ श्री में प्रथम वर्ष के छात्रों ने भाग लिया. आयोजित में संस्था के चेयरमैन देवेंद्र सिंह, प्राचार्या डॉ. एन.व्ही. सातपुते, उपप्राचार्य प्रा. राजेश कुमार उपस्थित थे. पीठ ने छात्रों को जीवन उद्देश्य और आत्मविश्वास बढ़ाने के बारे में मार्गदर्शन किया.: [1071, 343, 1274, 445]
- newadm-photo: [1071, 166, 1487, 283]
- fertile-kicker: उपजाऊ :: [11, 1261, 73, 1286]
- temple-photo: [1281, 1692, 1487, 1828]
- brand-name: नवभारत: [682, 36, 783, 74]
- fertile-photo: [193, 1333, 616, 1489]
- temple-sub-2: संपन्न, हरिपाठ व: [1123, 1714, 1226, 1734]
- divider-accident-title: डिवाइडर से दुर्घटना: [11, 818, 120, 838]
- cold-story: [227, 1997, 1061, 2337]
- kicker-bar-left: [227, 2000, 232, 2020]
- cold-headline: गुलाबी ठंड की दस्तक, सिहरा उठा मौसम: [347, 2024, 941, 2072]
- divider-accident-para: तिरोड़ा, डुमरा, सालेकसी, मोहाड़ी मार्ग पर डिवाइडर बनाए गए हैं. जिससे वाहन चालकों का काम का रास्ता आसान हो गया है. लेकिन हालत ठीक नहीं है. इस जगह पर पहले भी कई हादसे हो चुके हैं. हाल ही में हुए हादसे से तिरोड़ा तक सड़क का सीमेंटीकरण और परिवर्तन किया गया है. लेकिन क्षतिग्रस्त रोड बैठ होने वाले को डिवाइडर के कारण यह ट्रैफिक और भी खतरनाक होता चला जाता है. संभावित रूप से लगातार संघातित स्थान बन गया है.: [11, 842, 149, 1034]
- pigs-para: इस तरह खेतों में सभी-पालकी को नुकसान पहुंचा रहे हैं. इसलिए हमेशा किसानों को सुअर रोकने के लिए खेतों में परेशान पहुंचा रहे हैं. मजबूर किसान अपना जोखिम में डालकर लगातार खेतों में मचान में बैठकर पहारेदार चाहकर निगरानी करते हैं. लेकिन इस प्रकार की फसल का नुकसान पहुंचा रहे हैं. शाम होते ही सुअरों का झुंड खेतों में आकर पहुंचता है और बोई हुई धान की फसल को चौपट कर रहा है.: [11, 1073, 149, 1250]
- pigs-title: सुअरों का आतंक: [11, 1050, 109, 1069]
- dam-story: [165, 569, 627, 1252]
- diabetes-headline-2: मधुमेह का खतरा: [875, 120, 1019, 148]
- school-title-1: स्कूल व शौचालय: [11, 599, 109, 619]
- bird-kicker-line: [467, 1625, 1057, 1650]
- masthead-divider: [47, 46, 48, 72]
- police-headline-2: अपराधों पर जागरूकता: [11, 1659, 294, 1698]
- cyan-dot: [1190, 2309, 1210, 2329]
- scrap-para-1: शहर से लेकर ग्रामीण क्षेत्र तक कबाड़ का कारोबार करने वाले बड़ी संख्या में हैं. पैदल चलकर अपनी रोजीरोटी का जुगाड़ करते हैं. इनके साथ इनके बच्चे भी कबाड़ु चुनने में मदद करते हैं. यह लोग सुबह से कबाड़ चुनने के लिए निकल जाते हैं. इनकी तीसरी रोजाना चाहे काम करते हैं. इन लोगों को बहुत से भाव खाकर कबाड़ चुनने में ही चल जाता है. इनका पूरा दिन जीवन बिता देते हैं. यह लोग कुछ एक हाथों में दाखिल होते हैं. इसकी मंडी में एक हजार रुपए से जमाते हैं.: [843, 1361, 1178, 1448]
- cold-kicker: बदलाव: [238, 1997, 286, 2022]
- fertile-dateline: गोंदिया, ब्यूरो.: [20, 1334, 73, 1347]
- pharmacy-subtitle-1: फार्मेसी कॉलेज में: [1222, 292, 1336, 313]
- bullet-icon: [1087, 2138, 1093, 2144]
- fog-headline: सुबह छा रही कोहरे की चादर: [759, 598, 1148, 642]
- cold-photo: [495, 2077, 673, 2271]
- fertile-headline: 'बकरी-भेड़ खाद' बनी उर्वरक शक्ति: [191, 1288, 637, 1328]
- cold-para-4: धूप लगने लगी गुलाबी ठंडी, भीषण गर्मी के बाद अच्छी लगती है. अब ठंड के मौसम ने पैर पसारना शुरू कर दिया है. इस बदलते मौसम में नागरिकों को अपनी सेहत का विशेष ध्यान रखना आवश्यक है. ठंड का असर तेज होते ही बाजारों में गर्म कपड़ों की बिक्री बढ़ गई है. पूरे निकलने के बाद कुछ राहत मिलती. लेकिन हवा के चलने से ठंड बढ़ जाती है. ठंड का असर तेज होने से नागरिकों के घरों में भी सर्द हवाओं का असर देखा जा रहा है. सर्द हवाओं के कारण नागरिकों का जैकेट उपयोग में.: [689, 2101, 1061, 2238]
- fog-col-mid: [1009, 647, 1134, 956]
- lead-box-title-1: कवियों को सम्मान: [677, 189, 800, 210]
- cold-sub-body: ठंड का असर ग्रामीण अंचल में भी हो रहा है. ज्यादातर परों में हंड से बचने के लिए गर्म कपड़े, मोजे, हेडस्कार्फ का उपयोग किया जा रहा है. सुबह की सैर पर निकलने वाले लोगों की संख्या में भी इजाफा हुआ है. सुबह की ठंडी हवा में लोगों को टहलने का आनंद मिल रहा है. सर्द हवाओं के कारण नागरिकों का जैकेट उपयोग में. धूप लगने लगी गुलाबी ठंडी, भीषण गर्मी के बाद अच्छी लगती है. अब ठंड के मौसम ने पैर पसारना शुरू कर दिया है. इस बदलते मौसम में नागरिकों को अपनी सेहत का विशेष ध्यान रखना आवश्यक है. ठंड का असर तेज होते ही बाजारों में गर्म कपड़ों की बिक्री बढ़ गई है. पूरे निकलने के बाद कुछ राहत मिलती. लेकिन हवा के चलने से ठंड बढ़ जाती है. ठंड का असर तेज होने से नागरिकों के घरों में भी सर्द हवाओं का असर देखा जा रहा है. सर्द हवाओं के कारण नागरिकों का जैकेट उपयोग में.: [689, 2100, 1061, 2240]
- fog-kicker-line: [644, 572, 1262, 596]
- lead-photo: [174, 182, 648, 380]
- environment-badge-label: पर्यावरण: [672, 839, 717, 856]
- temple-para-2: सभी हुए चोड़े फलदाई की शोभा बढ़ा रही थी. शहर के कई स्थानों पर फूलों की माला व मंदिर में भव्य सजावट की गई थी. 8 युवा अपनी पढ़ाई, व्यवसाय आदि व्यस्तता के साथ भी शामिल हुए. महाराज ने मंदिर परिसर में बड़ी संख्या में भक्त एकत्र हुए, जिन्होंने भजन-कीर्तन में भक्तिभाव और उत्साह के साथ भाग लिया. इसी भजन के साथ विशेष रूप से युवाओं का योगदान बड़ा. यह कार्यक्रम टाल-मृदंग की ध्वनि के साथ संपन्न हुआ, जिसमें हजारों भक्तों ने भाग लिया.: [1281, 1852, 1487, 1985]
- edu-dateline: भंडारा, (का.प्र.).: [1289, 623, 1349, 634]
- temple-dateline: भंडारा, ब्यूरो.: [1085, 1762, 1134, 1774]
- bullet-icon: [11, 643, 17, 649]
- lead-headline-part2: के सुर: [415, 95, 516, 148]
- police-story: [11, 1625, 450, 1986]
- scrap-photo-wrap: [1178, 1360, 1480, 1510]
- cold-para-2: दोपहर में सूर्य की किरणें तपती है लेकिन सूर्य छिपते ही ठंड का अहसास होने लगा है. रात में ठंड का असर तेज हो रहा है. लोग कंबल और रजाई का उपयोग करने लगे हैं. प्रातःकाल तालुके की अत्यंतमय पूरे तरह कृषि की और बढ़ चलता है. किसानों को अपनी फसलों के लिए जागरूक रहना पड़ रहा है.: [227, 2078, 487, 2275]
- bullet-icon: [11, 845, 17, 851]
- contact-title: 'नवभारत' से संपर्क करें': [1120, 2112, 1272, 2132]
